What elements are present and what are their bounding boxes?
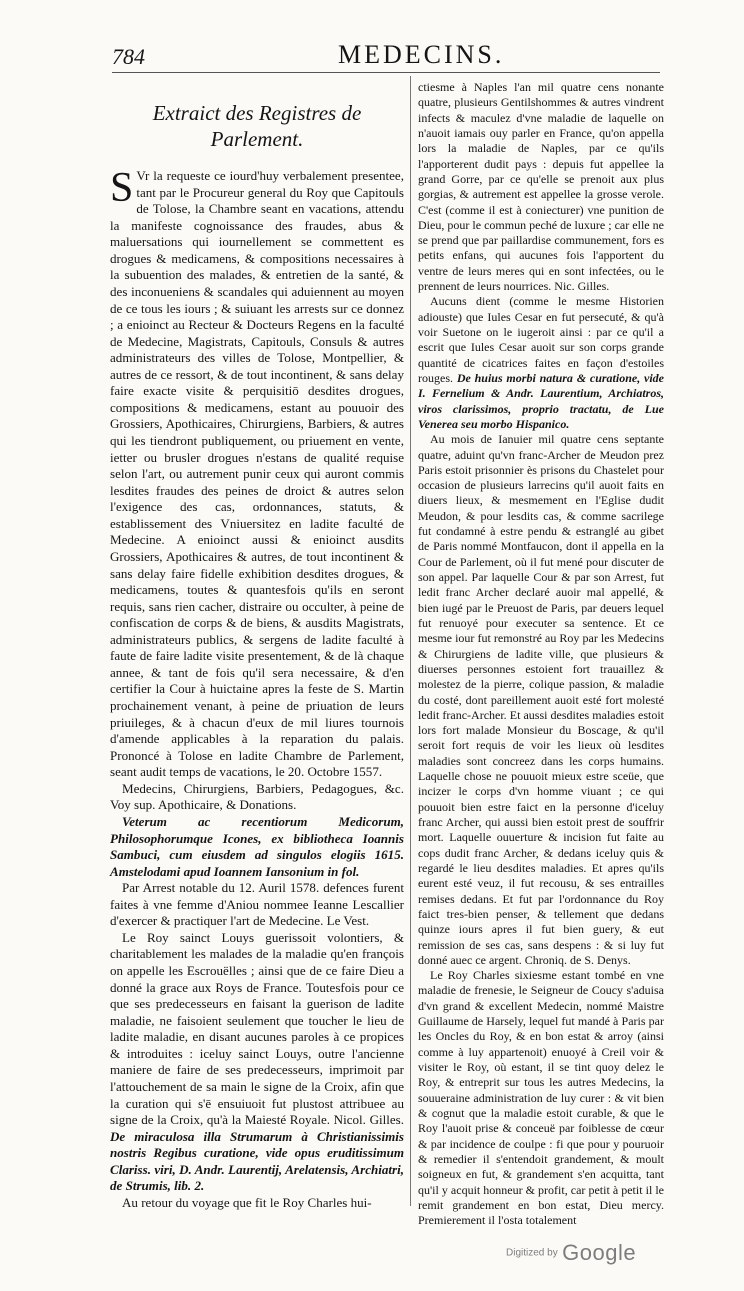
paragraph-parlement-decree: [110, 165, 404, 781]
paragraph-jules-cesar: [418, 294, 664, 432]
drop-cap: S: [110, 165, 134, 211]
column-divider: [410, 76, 411, 1206]
running-title: MEDECINS.: [338, 40, 505, 69]
paragraph-latin-citation: Veterum ac recentiorum Medicorum, Philosophorumque Icones, ex bibliotheca Ioannis Sambuci, cum eiusdem ad singulos elogiis 1615. Amstelodami apud Ioannem Iansonium in fol.: [110, 813, 404, 879]
left-column: [110, 100, 404, 1211]
paragraph-text: Aucuns dient (comme le mesme Historien adiouste) que Iules Cesar en fut persecuté, & qu'à voir Suetone on le iugeroit ainsi : par ce qu'il a escrit que Iules Cesar auoit sur son corps grande quantité de cicatrices faites en façon d'estoiles rouges.: [418, 294, 664, 385]
page-number: 784: [112, 44, 145, 69]
paragraph-franc-archer: Au mois de Ianuier mil quatre cens septante quatre, aduint qu'vn franc-Archer de Meudon prez Paris estoit prisonnier ès prisons du Chastelet pour occasion de plusieurs larrecins qu'il auoit faits en diuers lieux, & mesmement en l'Eglise dudit Meudon, & pour lesdits cas, & comme sacrilege fut condamné à estre pendu & estranglé au gibet de Paris nommé Montfaucon, dont il appella en la Cour de Parlement, où il fut mené pour discuter de son appel. Par laquelle Cour & par son Arrest, fut ledit franc Archer declaré auoir mal appellé, & bien iugé par le Preuost de Paris, par deuers lequel fut renuoyé pour executer sa sentence. Et ce mesme iour fut remonstré au Roy par les Medecins & Chirurgiens de ladite ville, que plusieurs & diuerses personnes estoient fort trauaillez & molestez de la pierre, colique passion, & maladie du costé, dont pareillement auoit esté fort molesté ledit franc-Archer. Et aussi desdites maladies estoit lors fort malade Monsieur du Boscage, & qu'il seroit fort requis de voir les lieux où lesdites maladies sont concreez dans les corps humains. Laquelle chose ne pouuoit mieux estre sceüe, que incizer le corps d'vn homme viuant ; ce qui pouuoit bien estre faict en la personne d'iceluy franc Archer, qui aussi bien estoit prest de souffrir mort. Laquelle ouuerture & incision fut faite au cops dudit franc Archer, & dedans iceluy quis & regardé le lieu desdites maladies. Et apres qu'ils eurent esté veuz, il fut recousu, & ses entrailles remises dedans. Et fut par l'ordonnance du Roy faict tres-bien penser, & tellement que dedans quinze iours apres il fut bien guery, & eut remission de ses cas, sans despens : & si luy fut donné auec ce argent. Chroniq. de S. Denys.: [418, 432, 664, 967]
paragraph-text: Vr la requeste ce iourd'huy verbalement presentee, tant par le Procureur general du Roy que Capitouls de Tolose, la Chambre seant en vacations, attendu la manifeste cognoissance des fraudes, abus & maluersations qui iournellement se commettent es drogues & medicamens, & compositions necessaires à la subuention des malades, & entretien de la santé, & des inconueniens & scandales qui aduiennent au moyen de ce tous les iours ; & suiuant les arrests sur ce donnez ; a enioinct au Recteur & Docteurs Regens en la faculté de Medecine, Magistrats, Capitouls, Consuls & autres administrateurs des villes de Tolose, Montpellier, & autres de ce ressort, & de tout incontinent, & sans delay faire exacte visite & perquisitiō desdites drogues, compositions & medicamens, estant au pouuoir des Grossiers, Apothicaires, Chirurgiens, Barbiers, & autres qui les tiendront publiquement, ou priuement en vente, ietter ou brusler drogues n'estans de qualité requise selon l'art, ou autrement punir ceux qui auront commis lesdites fraudes des peines de droict & autres selon l'exigence des cas, ordonnances, statuts, & establissement des Vniuersitez en ladite faculté de Medecine. A enioinct aussi & enioinct ausdits Grossiers, Apothicaires & autres, de tout incontinent & sans delay faire fidelle exhibition desdites drogues, & medicamens, toutes & quantesfois qu'ils en seront requis, sans rien cacher, distraire ou occulter, à peine de confiscation de corps & de biens, & ausdits Magistrats, administrateurs publics, & sergens de ladite faculté à faute de faire ladite visite presentement, & de là chaque annee, & tant de fois qu'il sera necessaire, & d'en certifier la Cour à huictaine apres la feste de S. Martin prochainement venant, à peine de priuation de leurs priuileges, & à chacun d'eux de mil liures tournois d'amende applicables à la reparation du palais. Prononcé à Tolose en ladite Chambre de Parlement, seant audit temps de vacations, le 20. Octobre 1557.: [110, 168, 404, 780]
paragraph-charles-sixiesme: Le Roy Charles sixiesme estant tombé en vne maladie de frenesie, le Seigneur de Coucy s'aduisa d'vn grand & excellent Medecin, nommé Maistre Guillaume de Harsely, lequel fut mandé à Paris par les Oncles du Roy, & en bon estat & arroy (ainsi comme à luy appartenoit) enuoyé à Creil voir & visiter le Roy, où estant, il se tint quoy delez le Roy, & entreprit sur tous les autres Medecins, la souueraine administration de luy curer : & vit bien & cognut que la maladie estoit curable, & que le Roy l'auoit prise & conceuë par foiblesse de cœur & par incidence de coulpe : fi que pour y pouruoir & remedier il s'entendoit grandement, & moult soigneux en fut, & grandement s'en acquitta, tant qu'il y acquit honneur & profit, car petit à petit il le remit grandement en bon estat, Dieu mercy. Premierement il l'osta totalement: [418, 968, 664, 1228]
digitized-by-watermark: [506, 1240, 636, 1266]
right-column: [418, 80, 664, 1228]
paragraph-naples-malady: ctiesme à Naples l'an mil quatre cens nonante quatre, plusieurs Gentilshommes & autres vindrent infects & maculez d'vne maladie de laquelle on n'auoit iamais ouy parler en France, qu'on appella lors la maladie de Naples, par ce qu'ils l'apporterent dudit pays : depuis fut appellee la grand Gorre, par ce qu'elle se prenoit aux plus gorgias, & autrement est appellee la grosse verole. C'est (comme il est à coniecturer) vne punition de Dieu, pour le commun peché de luxure ; car elle ne se prend que par paillardise communement, fors es petits enfans, qui aucunes fois l'apportent du ventre de leurs meres qui en sont infectées, ou le prennent de leurs nourrices. Nic. Gilles.: [418, 80, 664, 294]
paragraph-arrest-1578: Par Arrest notable du 12. Auril 1578. defences furent faites à vne femme d'Aniou nommee Ieanne Lescallier d'exercer & practiquer l'art de Medecine. Le Vest.: [110, 880, 404, 929]
paragraph-charles-voyage: Au retour du voyage que fit le Roy Charles hui-: [122, 1194, 372, 1210]
latin-note-lue-venerea: De huius morbi natura & curatione, vide I. Fernelium & Andr. Laurentium, Archiatros, viros clarissimos, proprio tractatu, de Lue Venerea seu morbo Hispanico.: [418, 370, 664, 431]
section-title: Extraict des Registres de Parlement.: [152, 101, 362, 151]
paragraph-text: Le Roy sainct Louys guerissoit volontiers, & charitablement les malades de la maladie qu'en françois on appelle les Escrouëlles ; ainsi que de ce faire Dieu a donné la grace aux Roys de France. Toutesfois pour ce que ses predecesseurs en faisant la guerison de ladite maladie, ne faisoient seulement que toucher le lieu de ladite maladie, en disant aucunes paroles à ce propices & introduites : iceluy sainct Louys, outre l'ancienne maniere de faire de ses predecesseurs, imprimoit par l'attouchement de sa main le signe de la Croix, afin que la curation qui s'ē ensuiuoit fut plustost attribuee au signe de la Croix, qu'à la Maiesté Royale. Nicol. Gilles.: [110, 929, 404, 1128]
paragraph-cross-reference: Medecins, Chirurgiens, Barbiers, Pedagogues, &c. Voy sup. Apothicaire, & Donations.: [110, 780, 404, 813]
latin-note-strumae: De miraculosa illa Strumarum à Christianissimis nostris Regibus curatione, vide opus eruditissimum Clariss. viri, D. Andr. Laurentij, Arelatensis, Archiatri, de Strumis, lib. 2.: [110, 1128, 404, 1194]
digitized-by-label: Digitized by: [506, 1247, 558, 1259]
google-logo: Google: [562, 1240, 637, 1265]
header-rule: [112, 72, 660, 73]
paragraph-saint-louis: [110, 930, 404, 1195]
